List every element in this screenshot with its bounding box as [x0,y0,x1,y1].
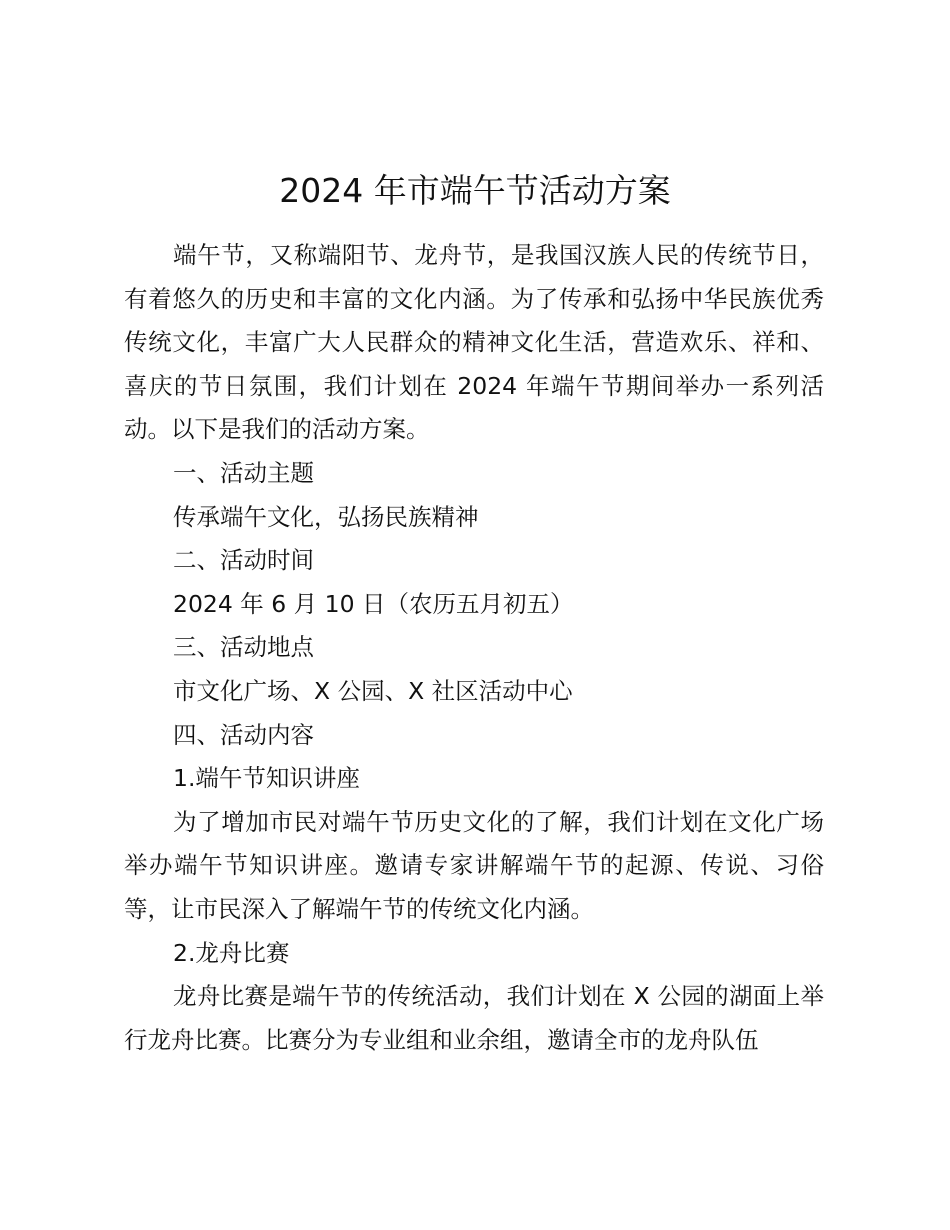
theme-text: 传承端午文化，弘扬民族精神 [173,502,479,531]
section-heading-theme: 一、活动主题 [173,458,314,487]
section-heading-content: 四、活动内容 [173,720,314,749]
time-text: 2024 年 6 月 10 日（农历五月初五） [173,589,574,618]
location-text: 市文化广场、X 公园、X 社区活动中心 [173,676,573,705]
section-heading-location: 三、活动地点 [173,633,314,662]
section-heading-time: 二、活动时间 [173,546,314,575]
lecture-paragraph: 为了增加市民对端午节历史文化的了解，我们计划在文化广场举办端午节知识讲座。邀请专家讲解端午节的起源、传说、习俗等，让市民深入了解端午节的传统文化内涵。 [124,807,824,923]
subheading-dragon-boat: 2.龙舟比赛 [173,938,290,967]
subheading-lecture: 1.端午节知识讲座 [173,764,360,793]
intro-paragraph: 端午节，又称端阳节、龙舟节，是我国汉族人民的传统节日，有着悠久的历史和丰富的文化内涵。为了传承和弘扬中华民族优秀传统文化，丰富广大人民群众的精神文化生活，营造欢乐、祥和、喜庆的节日氛围，我们计划在 2024 年端午节期间举办一系列活动。以下是我们的活动方案。 [124,241,824,444]
document-body [124,234,824,1062]
page-title: 2024 年市端午节活动方案 [279,171,671,210]
dragon-boat-paragraph: 龙舟比赛是端午节的传统活动，我们计划在 X 公园的湖面上举行龙舟比赛。比赛分为专业组和业余组，邀请全市的龙舟队伍 [124,982,824,1054]
